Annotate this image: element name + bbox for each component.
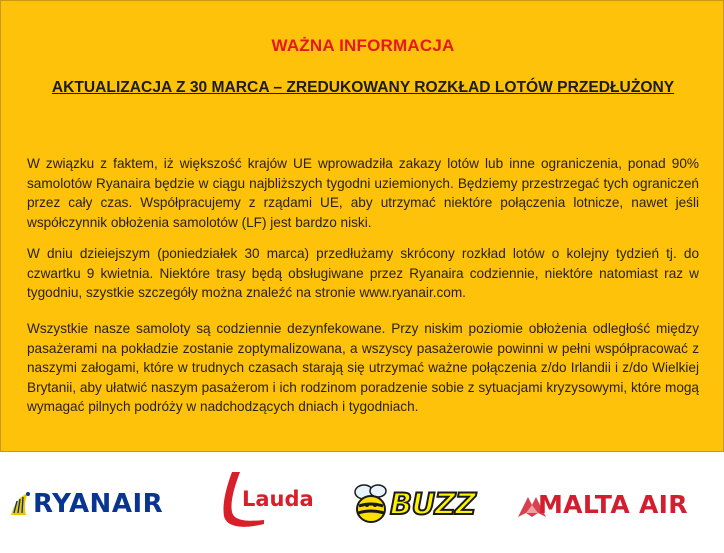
ryanair-logo	[8, 489, 193, 521]
harp-icon	[8, 491, 32, 517]
buzz-logo	[350, 480, 490, 530]
paragraph-disinfection: Wszystkie nasze samoloty są codziennie dezynfekowane. Przy niskim poziomie obłożenia odległość między pasażerami na pokładzie zostanie zoptymalizowana, a wszyscy pasażerowie powinni w pełni współpracować z naszymi załogami, które w trudnych czasach starają się utrzymać ważne połączenia z/do Irlandii i z/do Wielkiej Brytanii, aby ułatwić naszym pasażerom i ich rodzinom poradzenie sobie z sytuacjami kryzysowymi, które mogą wymagać pilnych podróży w nadchodzących dniach i tygodniach.	[27, 321, 699, 414]
headline: WAŻNA INFORMACJA	[271, 36, 455, 55]
bee-icon	[350, 482, 392, 526]
malta-air-wordmark: MALTA AIR	[538, 490, 688, 519]
paragraph-flight-restrictions: W związku z faktem, iż większość krajów UE wprowadziła zakazy lotów lub inne ograniczenia, ponad 90% samolotów Ryanaira będzie w ciągu najbliższych tygodni uziemionych. Będziemy przestrzegać tych ograniczeń przez cały czas. Współpracujemy z rządami UE, aby utrzymać niektóre połączenia lotnicze, nawet jeśli współczynnik obłożenia samolotów (LF) jest bardzo niski.	[27, 156, 699, 230]
lauda-wordmark: Lauda	[242, 487, 314, 511]
airline-logos-strip	[0, 452, 724, 553]
paragraph-schedule-extension: W dniu dzieiejszym (poniedziałek 30 marca) przedłużamy skrócony rozkład lotów o kolejny tydzień tj. do czwartku 9 kwietnia. Niektóre trasy będą obsługiwane przez Ryanaira codziennie, niektóre natomiast raz w tygodniu, szystkie szczegóły można znaleźć na stronie www.ryanair.com.	[27, 246, 699, 300]
ryanair-wordmark: RYANAIR	[33, 489, 164, 519]
malta-air-logo	[516, 489, 716, 523]
lauda-logo	[218, 470, 316, 530]
subheadline: AKTUALIZACJA Z 30 MARCA – ZREDUKOWANY ROZKŁAD LOTÓW PRZEDŁUŻONY	[51, 79, 675, 96]
buzz-wordmark: BUZZ	[390, 487, 476, 521]
